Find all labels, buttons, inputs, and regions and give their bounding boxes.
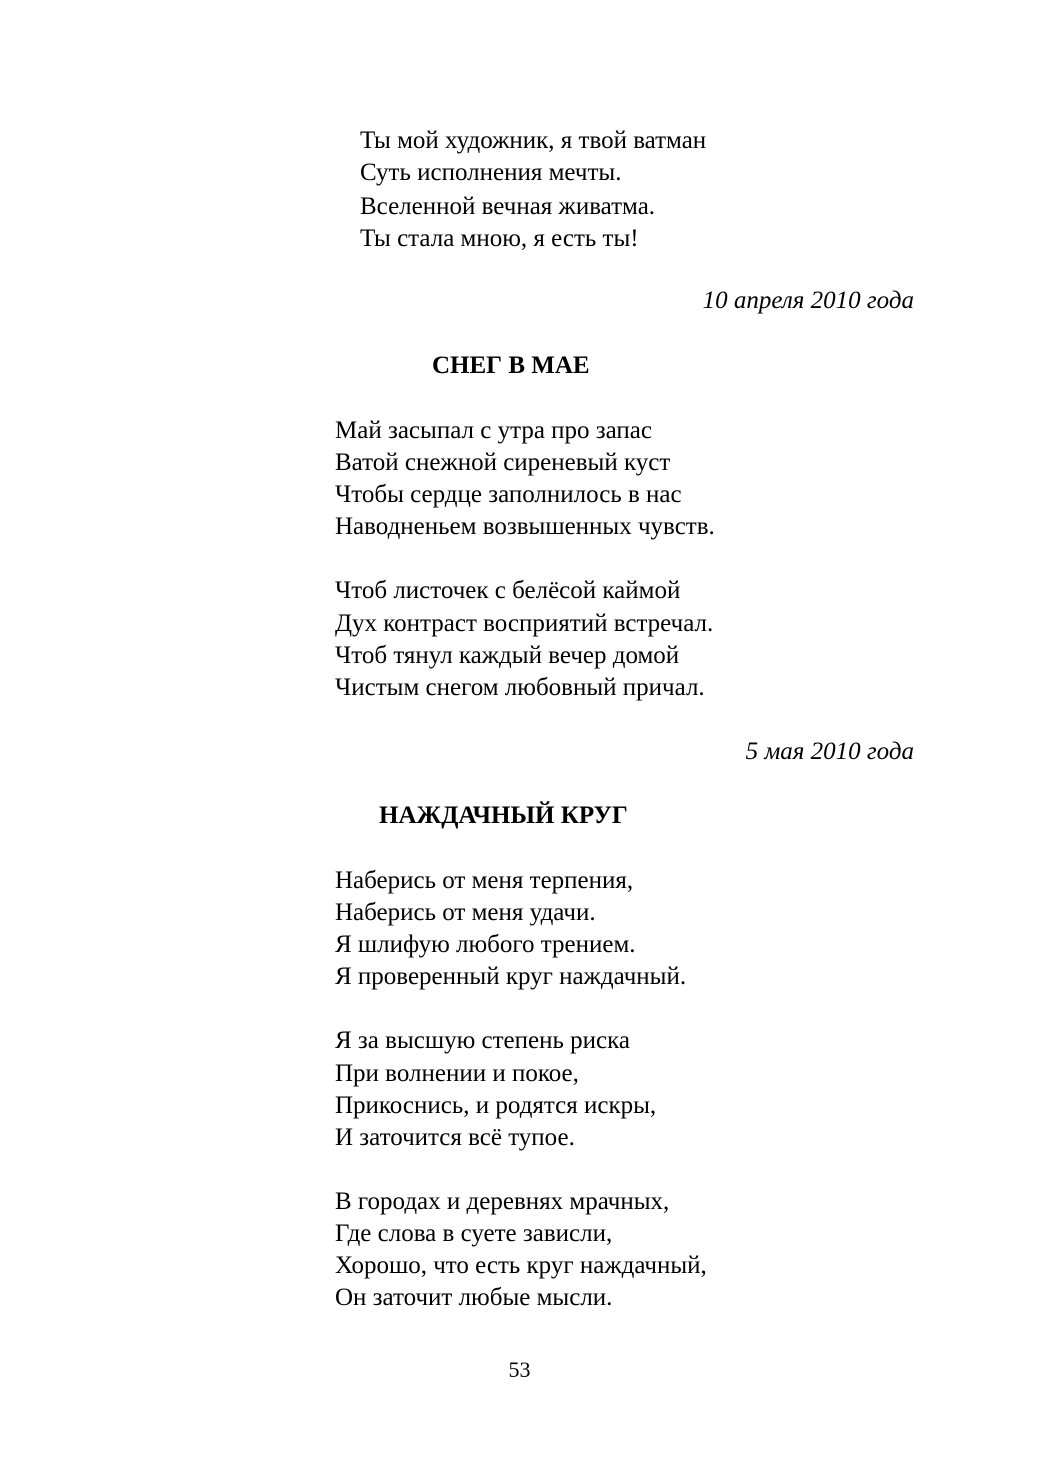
poem-line: Ты стала мною, я есть ты! (360, 225, 639, 252)
poem-line: Хорошо, что есть круг наждачный, (335, 1252, 707, 1279)
poem-line: Дух контраст восприятий встречал. (335, 610, 714, 637)
poem-date: 10 апреля 2010 года (702, 287, 914, 314)
poem-line: Ты мой художник, я твой ватман (360, 127, 707, 154)
poem-line: Я шлифую любого трением. (335, 931, 636, 958)
poem-line: Вселенной вечная живатма. (360, 193, 656, 220)
poem-line: Чтобы сердце заполнилось в нас (335, 481, 682, 508)
poem-line: Ватой снежной сиреневый куст (335, 449, 671, 476)
poem-line: Май засыпал с утра про запас (335, 417, 653, 444)
poem-line: Он заточит любые мысли. (335, 1284, 613, 1311)
poem-line: И заточится всё тупое. (335, 1124, 575, 1151)
poem-line: В городах и деревнях мрачных, (335, 1188, 670, 1215)
poem-title: НАЖДАЧНЫЙ КРУГ (379, 802, 628, 829)
poem-line: Я проверенный круг наждачный. (335, 963, 687, 990)
poem-line: Суть исполнения мечты. (360, 159, 622, 186)
poem-line: Где слова в суете зависли, (335, 1220, 613, 1247)
poem-line: Чтоб тянул каждый вечер домой (335, 642, 680, 669)
page-number: 53 (508, 1357, 531, 1382)
poem-line: Наберись от меня терпения, (335, 867, 634, 894)
poem-line: Прикоснись, и родятся искры, (335, 1092, 657, 1119)
poem-line: Я за высшую степень риска (335, 1027, 630, 1054)
poem-title: СНЕГ В МАЕ (432, 352, 590, 379)
poem-line: Чистым снегом любовный причал. (335, 674, 705, 701)
poem-line: При волнении и покое, (335, 1060, 579, 1087)
poem-line: Наводненьем возвышенных чувств. (335, 513, 715, 540)
poem-line: Чтоб листочек с белёсой каймой (335, 577, 681, 604)
poem-date: 5 мая 2010 года (745, 738, 914, 765)
poem-line: Наберись от меня удачи. (335, 899, 596, 926)
